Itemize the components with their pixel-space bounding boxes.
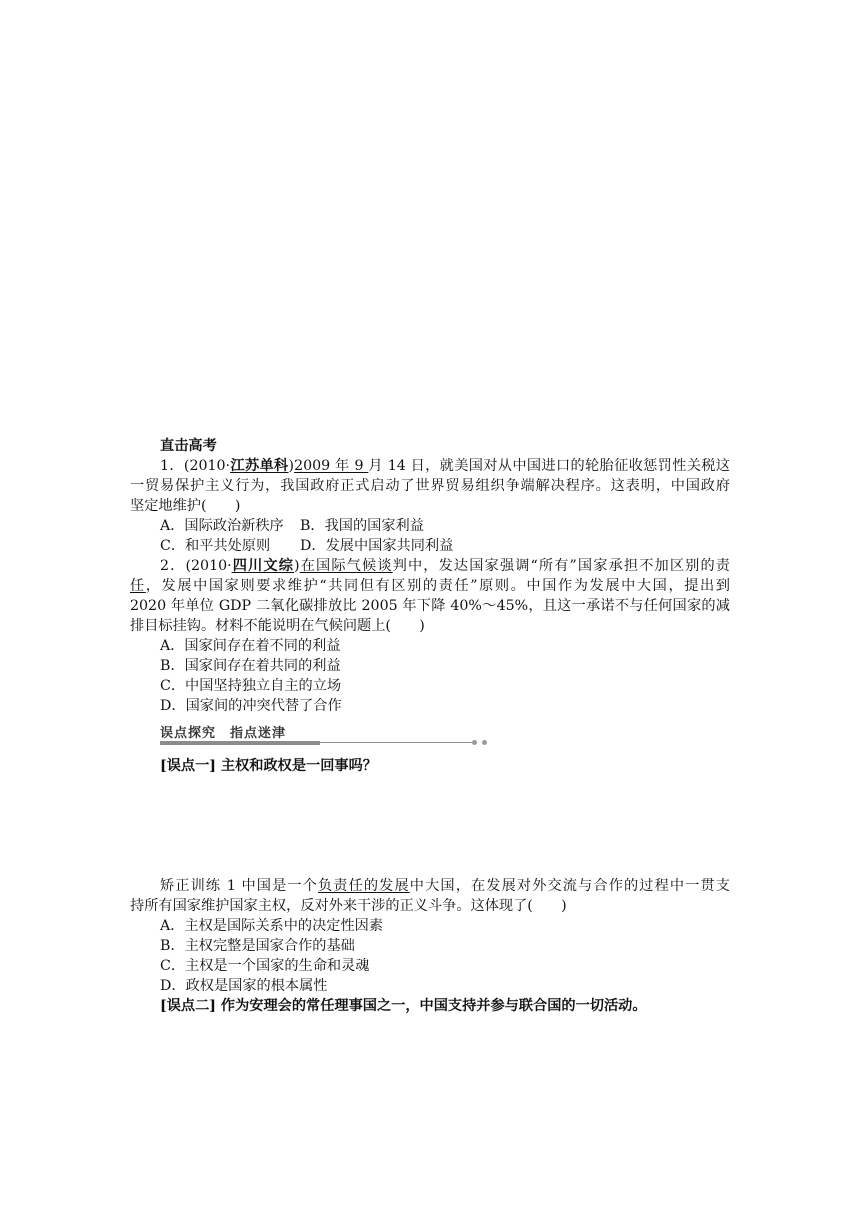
misc-point-2-title: [误点二] 作为安理会的常任理事国之一，中国支持并参与联合国的一切活动。 [160,998,647,1014]
q2-line-1: 2．(2010·四川文综)在国际气候谈判中，发达国家强调“所有”国家承担不加区别的责 [160,558,730,574]
q1-line-1: 1．(2010·江苏单科)2009 年 9 月 14 日，就美国对从中国进口的轮胎征收惩罚性关税这 [160,458,730,474]
answer-space [130,776,730,876]
section-banner [130,722,730,750]
q1-option-c[interactable]: C．和平共处原则 [160,538,271,554]
q1-source: 江苏单科 [230,458,289,474]
training-1-option-c[interactable]: C．主权是一个国家的生命和灵魂 [160,958,370,974]
q1-option-row [130,516,730,536]
q1-option-a[interactable]: A．国际政治新秩序 [160,518,284,534]
q1-option-d[interactable]: D．发展中国家共同利益 [300,538,454,554]
q2-line-3: 2020 年单位 GDP 二氧化碳排放比 2005 年下降 40%～45%，且这一承诺不与任何国家的减 [130,598,730,614]
q1-line-3: 坚定地维护( ) [130,498,241,514]
misc-point-1-title: [误点一] 主权和政权是一回事吗？ [160,758,377,774]
section-title: 直击高考 [160,438,217,454]
banner-dot-icon [482,740,487,745]
q2-line-4: 排目标挂钩。材料不能说明在气候问题上( ) [130,618,425,634]
banner-bar [160,741,320,745]
q2-option-c[interactable]: C．中国坚持独立自主的立场 [160,678,342,694]
training-1-line-2: 持所有国家维护国家主权，反对外来干涉的正义斗争。这体现了( ) [130,898,567,914]
q2-option-b[interactable]: B．国家间存在着共同的利益 [160,658,341,674]
training-1-option-b[interactable]: B．主权完整是国家合作的基础 [160,938,355,954]
q2-option-a[interactable]: A．国家间存在着不同的利益 [160,638,341,654]
q2-line-2: 任，发展中国家则要求维护“共同但有区别的责任”原则。中国作为发展中大国，提出到 [130,578,730,594]
training-1-line-1: 矫正训练 1 中国是一个负责任的发展中大国，在发展对外交流与合作的过程中一贯支 [160,878,730,894]
q1-option-row [130,536,730,556]
q2-underlined: 在国际气候谈 [299,558,393,574]
training-1-option-d[interactable]: D．政权是国家的根本属性 [160,978,328,994]
banner-rule [320,742,472,743]
document-content [130,436,730,1016]
training-1-underlined: 负责任的发展 [317,878,410,894]
q2-option-d[interactable]: D．国家间的冲突代替了合作 [160,698,342,714]
q1-date: 2009 年 9 [294,458,369,474]
banner-dot-icon [472,740,477,745]
q2-source: 四川文综 [231,558,295,574]
training-1-option-a[interactable]: A．主权是国际关系中的决定性因素 [160,918,384,934]
banner-label: 误点探究 指点迷津 [160,726,287,741]
q1-option-b[interactable]: B．我国的国家利益 [300,518,424,534]
q1-line-2: 一贸易保护主义行为，我国政府正式启动了世界贸易组织争端解决程序。这表明，中国政府 [130,478,730,494]
